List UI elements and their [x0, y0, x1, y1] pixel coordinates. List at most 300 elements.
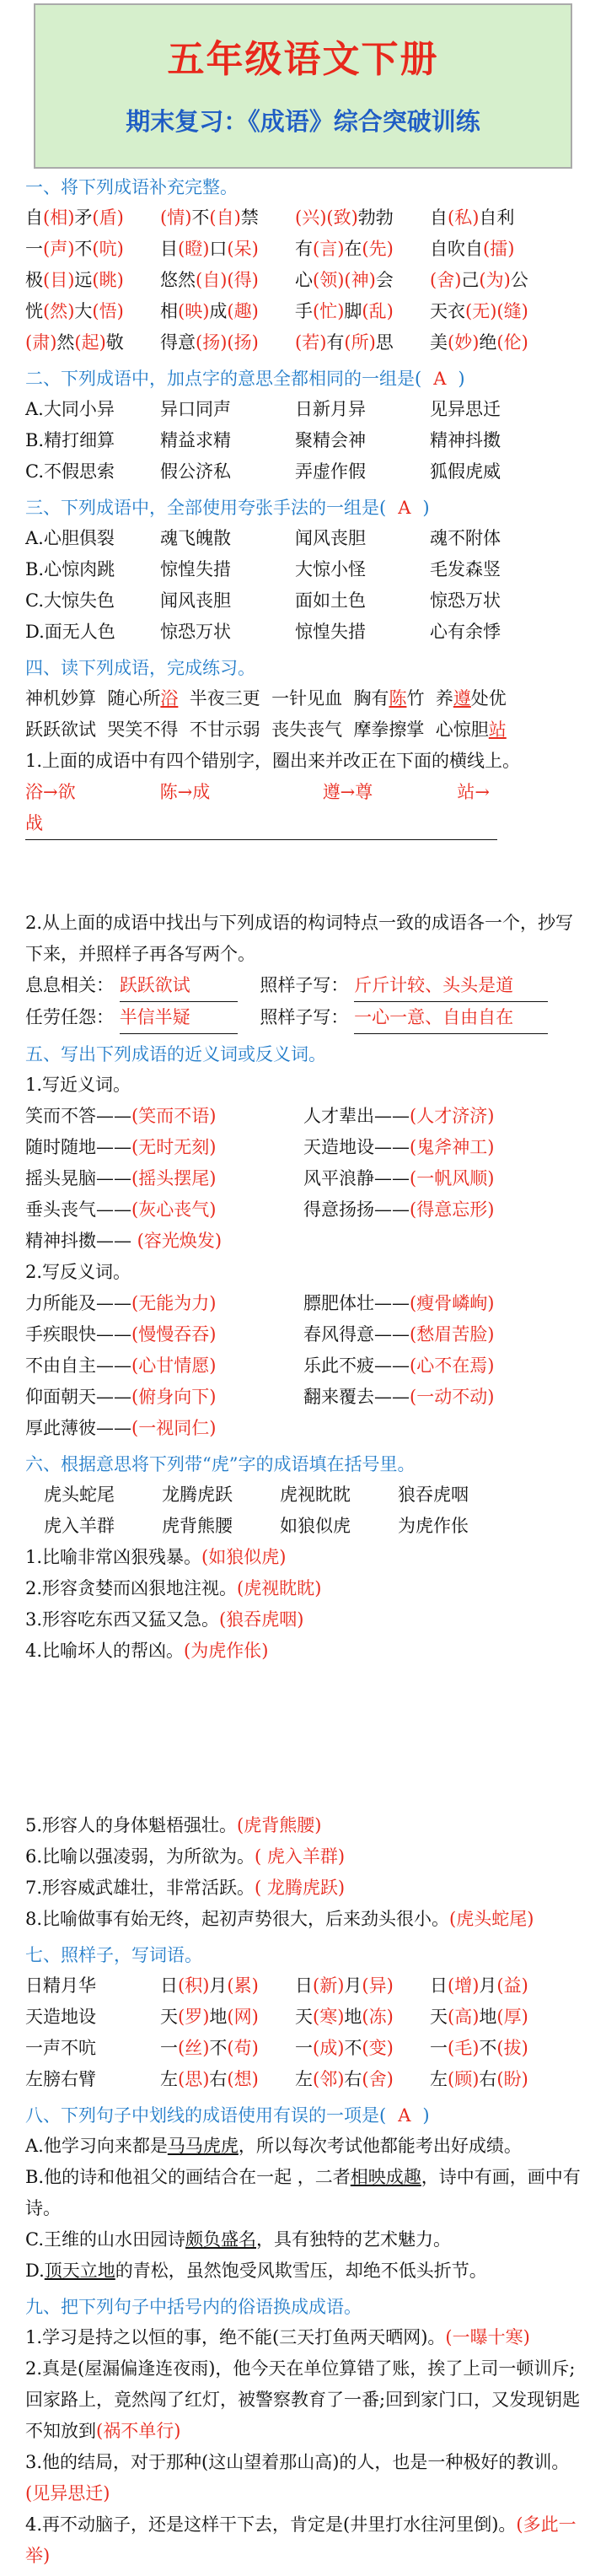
text: B.他的诗和他祖父的画结合在一起 ，二者 [25, 2167, 351, 2187]
answer: (虎背熊腰) [237, 1815, 322, 1835]
question [25, 1810, 581, 1841]
grid-cell [295, 2002, 430, 2033]
filled-answer: (舍) [362, 2069, 394, 2089]
text: 日 [430, 1975, 448, 1996]
grid-row [25, 1479, 581, 1511]
section-7-title: 七、照样子，写词语。 [25, 1945, 202, 1965]
filled-answer: (缝) [496, 301, 528, 321]
grid-row [25, 265, 581, 296]
grid-cell: 大惊小怪 [295, 559, 366, 579]
filled-answer: (私) [448, 207, 480, 228]
section-8-close: ) [422, 2105, 430, 2126]
text: 1.比喻非常凶狠残暴。 [25, 1547, 202, 1567]
word-pair [303, 1350, 582, 1382]
section-4-pair-2 [25, 1002, 581, 1034]
text: 自吹自 [430, 239, 483, 259]
section-8-answer: A [398, 2105, 411, 2126]
grid-cell: 如狼似虎 [280, 1516, 351, 1536]
grid-cell: C.不假思索 [25, 461, 115, 482]
text: 一 [295, 2038, 313, 2058]
answer: ( 虎入羊群) [255, 1846, 346, 1867]
text: 己 [461, 270, 480, 290]
text: 右 [344, 2069, 362, 2089]
idiom: 胸有 [353, 688, 389, 709]
grid-cell: 闻风丧胆 [295, 528, 366, 548]
grid-cell: 魂不附体 [430, 528, 501, 548]
text: 2.形容贪婪而凶狠地注视。 [25, 1578, 238, 1598]
filled-answer: (累) [227, 1975, 259, 1996]
text: 矛 [74, 207, 93, 228]
word-pair [25, 1101, 303, 1132]
section-4-a1 [25, 777, 497, 840]
correction: 遵→尊 [322, 782, 373, 802]
filled-answer: (先) [362, 239, 394, 259]
answer: (祸不单行) [96, 2421, 181, 2441]
idiom: 竹 [406, 688, 425, 709]
tiger-questions-a [25, 1542, 581, 1667]
filled-answer: (乱) [362, 301, 394, 321]
filled-answer: (得) [227, 270, 259, 290]
section-5-sub-2: 2.写反义词。 [25, 1262, 131, 1282]
filled-answer: (扬) [227, 332, 259, 353]
answer: (无时无刻) [131, 1137, 217, 1157]
question [25, 1573, 581, 1604]
text: 5.形容人的身体魁梧强壮。 [25, 1815, 238, 1835]
text: 月 [209, 1975, 228, 1996]
word-pair [25, 1382, 303, 1413]
grid-cell: 心有余悸 [430, 622, 501, 642]
text: 自利 [479, 207, 515, 228]
grid-cell: 虎视眈眈 [280, 1485, 351, 1505]
filled-answer: (言) [313, 239, 345, 259]
grid-cell: 惊恐万状 [430, 590, 501, 611]
grid-row [25, 234, 581, 265]
grid-cell [160, 2002, 295, 2033]
filled-answer: (新) [313, 1975, 345, 1996]
grid-cell [295, 296, 430, 327]
filled-answer: (神) [344, 270, 376, 290]
answer: (人才济济) [410, 1106, 495, 1126]
proverb-q1 [25, 2322, 581, 2353]
filled-answer: (异) [362, 1975, 394, 1996]
grid-cell [295, 327, 430, 358]
text: 4.再不动脑子，还是这样干下去，肯定是(井里打水往河里倒)。 [25, 2514, 517, 2535]
grid-cell: 虎头蛇尾 [44, 1485, 115, 1505]
grid-cell [430, 2033, 565, 2064]
word-pair [25, 1288, 303, 1319]
text: 然 [56, 332, 75, 353]
answer: (容光焕发) [131, 1231, 223, 1251]
filled-answer: (自) [209, 207, 241, 228]
text: 思 [375, 332, 394, 353]
section-2-question: 二、下列成语中，加点字的意思全都相同的一组是( [25, 369, 422, 389]
section-5-sub-1: 1.写近义词。 [25, 1075, 131, 1095]
filled-answer: (罗) [178, 2007, 210, 2027]
grid-row [25, 202, 581, 234]
text: 相 [160, 301, 178, 321]
answer: (笑而不语) [131, 1106, 217, 1126]
text: 7.形容威武雄壮，非常活跃。 [25, 1878, 255, 1898]
answer: (愁眉苦脸) [410, 1324, 495, 1345]
idiom: 摇头晃脑—— [25, 1168, 131, 1188]
answer: (俯身向下) [131, 1387, 217, 1407]
word-pair [303, 1382, 582, 1413]
filled-answer: (无) [465, 301, 497, 321]
answer: (心不在焉) [410, 1355, 495, 1376]
idiom: 乐此不疲—— [303, 1355, 410, 1376]
grid-cell: 虎背熊腰 [162, 1516, 233, 1536]
grid-cell: 毛发森竖 [430, 559, 501, 579]
section-1-grid [25, 202, 581, 358]
grid-cell [25, 1970, 160, 2002]
grid-cell [160, 2064, 295, 2095]
answer: (狼吞虎咽) [219, 1609, 304, 1630]
idiom: 处优 [470, 688, 507, 709]
grid-cell: 闻风丧胆 [160, 590, 231, 611]
pattern-grid [25, 1970, 581, 2095]
filled-answer: (趣) [227, 301, 259, 321]
question [25, 1636, 581, 1667]
filled-answer: (情) [160, 207, 192, 228]
grid-cell [295, 202, 430, 234]
filled-answer: (然) [43, 301, 75, 321]
answer: (摇头摆尾) [131, 1168, 217, 1188]
text: 成 [209, 301, 228, 321]
proverb-q2 [25, 2353, 581, 2447]
idiom: 风平浪静—— [303, 1168, 410, 1188]
grid-cell: 龙腾虎跃 [162, 1485, 233, 1505]
word-pair-row [25, 1132, 581, 1163]
text: 4.比喻坏人的帮凶。 [25, 1641, 185, 1661]
text: 左 [430, 2069, 448, 2089]
word-pair-row [25, 1194, 581, 1226]
option-a [25, 2131, 581, 2162]
grid-cell [25, 2064, 160, 2095]
text: 手 [295, 301, 313, 321]
word-pair-row [25, 1319, 581, 1350]
grid-cell: 惊惶失措 [295, 622, 366, 642]
idiom: 垂头丧气—— [25, 1199, 131, 1220]
grid-cell: B.心惊肉跳 [25, 559, 115, 579]
answer: (为虎作伥) [184, 1641, 269, 1661]
filled-answer: (悟) [92, 301, 124, 321]
grid-row [25, 425, 581, 456]
filled-answer: (伦) [496, 332, 528, 353]
answer-field: 一心一意、自由自在 [354, 1002, 548, 1034]
filled-answer: (为) [479, 270, 511, 290]
grid-cell [295, 1970, 430, 2002]
word-pair [303, 1163, 582, 1194]
grid-cell: 惊惶失措 [160, 559, 231, 579]
text: 在 [344, 239, 362, 259]
text: 自 [430, 207, 448, 228]
text: 不 [344, 2038, 362, 2058]
text: ，具有独特的艺术魅力。 [256, 2229, 451, 2250]
grid-row [25, 617, 581, 648]
filled-answer: (成) [313, 2038, 345, 2058]
answer: (慢慢吞吞) [131, 1324, 217, 1345]
word-pair-row [25, 1101, 581, 1132]
answer: (一曝十寒) [445, 2327, 530, 2347]
idiom: 哭笑不得 [107, 719, 179, 740]
text: 日 [160, 1975, 178, 1996]
grid-cell [160, 327, 295, 358]
text: 左膀右臂 [25, 2069, 96, 2089]
grid-cell [160, 265, 295, 296]
filled-answer: (益) [496, 1975, 528, 1996]
text: 日 [295, 1975, 313, 1996]
text: 目 [160, 239, 178, 259]
grid-cell [430, 327, 565, 358]
text: 悠然 [160, 270, 196, 290]
grid-row [25, 585, 581, 617]
grid-cell [430, 265, 565, 296]
word-pair [25, 1163, 303, 1194]
text: 不 [479, 2038, 497, 2058]
grid-cell: 狼吞虎咽 [398, 1485, 469, 1505]
word-pair [303, 1132, 582, 1163]
grid-cell: 日新月异 [295, 399, 366, 419]
text: 自 [25, 207, 43, 228]
tiger-idiom-grid [25, 1479, 581, 1542]
question [25, 1604, 581, 1636]
text: ，所以每次考试他都能考出好成绩。 [238, 2136, 522, 2156]
filled-answer: (寒) [313, 2007, 345, 2027]
answer-field: 斤斤计较、头头是道 [354, 970, 548, 1002]
section-3-close: ) [422, 498, 430, 518]
grid-cell: 异口同声 [160, 399, 231, 419]
idiom: 随心所 [107, 688, 161, 709]
word-pair [25, 1194, 303, 1226]
idiom: 厚此薄彼—— [25, 1418, 131, 1438]
idiom: 跃跃欲试 [25, 719, 96, 740]
grid-row [25, 456, 581, 488]
text: 地 [344, 2007, 362, 2027]
text: 地 [209, 2007, 228, 2027]
text: 公 [510, 270, 528, 290]
filled-answer: (若) [295, 332, 327, 353]
underlined-idiom: 顶天立地 [44, 2261, 115, 2281]
text: 有 [326, 332, 345, 353]
word-pair [25, 1350, 303, 1382]
idiom: 神机妙算 [25, 688, 96, 709]
filled-answer: (扬) [196, 332, 228, 353]
filled-answer: (网) [227, 2007, 259, 2027]
grid-cell: 惊恐万状 [160, 622, 231, 642]
grid-cell: 聚精会神 [295, 430, 366, 450]
filled-answer: (顾) [448, 2069, 480, 2089]
grid-row [25, 394, 581, 425]
answer: (虎视眈眈) [237, 1578, 322, 1598]
grid-cell: 魂飞魄散 [160, 528, 231, 548]
correction: 浴→欲 [25, 782, 76, 802]
option-c [25, 2224, 581, 2255]
text: 天造地设 [25, 2007, 96, 2027]
section-3-title [25, 493, 581, 523]
section-4-q1: 1.上面的成语中有四个错别字，圈出来并改正在下面的横线上。 [25, 751, 521, 771]
filled-answer: (盾) [92, 207, 124, 228]
grid-cell [25, 234, 160, 265]
option-d [25, 2255, 581, 2287]
option-b [25, 2162, 581, 2224]
answer: (如狼似虎) [201, 1547, 287, 1567]
idiom: 膘肥体壮—— [303, 1293, 410, 1313]
filled-answer: (映) [178, 301, 210, 321]
word-pair [25, 1319, 303, 1350]
grid-cell [25, 327, 160, 358]
grid-cell [430, 2064, 565, 2095]
grid-cell [25, 265, 160, 296]
answer: (一视同仁) [131, 1418, 217, 1438]
grid-row [25, 327, 581, 358]
grid-row [25, 2002, 581, 2033]
typo-char: 浴 [160, 688, 179, 709]
filled-answer: (领) [313, 270, 345, 290]
filled-answer: (起) [74, 332, 106, 353]
filled-answer: (擂) [483, 239, 515, 259]
idiom: 养 [435, 688, 453, 709]
text: 8.比喻做事有始无终，起初声势很大，后来劲头很小。 [25, 1909, 450, 1929]
grid-cell [430, 202, 565, 234]
text: 左 [295, 2069, 313, 2089]
text: 脚 [344, 301, 362, 321]
text: 右 [479, 2069, 497, 2089]
text: 日精月华 [25, 1975, 96, 1996]
grid-row [25, 554, 581, 585]
grid-row [25, 523, 581, 554]
section-2-close: ) [458, 369, 465, 389]
filled-answer: (苟) [227, 2038, 259, 2058]
section-9-title: 九、把下列句子中括号内的俗语换成成语。 [25, 2297, 362, 2317]
idiom: 半夜三更 [189, 688, 260, 709]
idiom: 力所能及—— [25, 1293, 131, 1313]
text: 一 [430, 2038, 448, 2058]
filled-answer: (变) [362, 2038, 394, 2058]
grid-cell [295, 2064, 430, 2095]
answer-field: 半信半疑 [120, 1002, 238, 1034]
text: 有 [295, 239, 313, 259]
grid-cell: 狐假虎威 [430, 461, 501, 482]
grid-cell: 假公济私 [160, 461, 231, 482]
text: 不 [209, 2038, 228, 2058]
answer: (鬼斧神工) [410, 1137, 495, 1157]
word-pair-row [25, 1350, 581, 1382]
answer: (一动不动) [410, 1387, 495, 1407]
filled-answer: (舍) [430, 270, 462, 290]
text: 天衣 [430, 301, 465, 321]
word-pair-row [25, 1382, 581, 1413]
word-pair [303, 1288, 582, 1319]
grid-cell [160, 234, 295, 265]
section-4-row-1 [25, 683, 581, 714]
grid-cell: B.精打细算 [25, 430, 115, 450]
filled-answer: (冻) [362, 2007, 394, 2027]
answer: ( 龙腾虎跃) [255, 1878, 346, 1898]
text: 不 [74, 239, 93, 259]
filled-answer: (盼) [496, 2069, 528, 2089]
prompt-label: 任劳任怨： [25, 1007, 114, 1027]
grid-cell [430, 1970, 565, 2002]
page-subtitle: 期末复习：《成语》综合突破训练 [126, 107, 480, 136]
grid-cell [295, 2033, 430, 2064]
idiom: 精神抖擞—— [25, 1231, 131, 1251]
text: 地 [479, 2007, 497, 2027]
filled-answer: (肃) [25, 332, 57, 353]
filled-answer: (思) [178, 2069, 210, 2089]
answer: (见异思迁) [25, 2483, 110, 2503]
text: 的青松，虽然饱受风欺雪压，却绝不低头折节。 [115, 2261, 487, 2281]
section-5-title: 五、写出下列成语的近义词或反义词。 [25, 1044, 326, 1064]
filled-answer: (厚) [496, 2007, 528, 2027]
tiger-questions-b [25, 1810, 581, 1935]
text: C.王维的山水田园诗 [25, 2229, 185, 2250]
idiom: 摩拳擦掌 [353, 719, 425, 740]
text: 会 [375, 270, 394, 290]
idiom: 人才辈出—— [303, 1106, 410, 1126]
grid-cell [430, 296, 565, 327]
answer: (一帆风顺) [410, 1168, 495, 1188]
grid-cell: A.大同小异 [25, 399, 115, 419]
filled-answer: (致) [326, 207, 358, 228]
typo-char: 遵 [453, 688, 471, 709]
idiom: 一针见血 [271, 688, 343, 709]
text: 远 [74, 270, 93, 290]
typo-char: 站 [488, 719, 507, 740]
text: A.他学习向来都是 [25, 2136, 168, 2156]
question [25, 1904, 581, 1935]
section-1-title: 一、将下列成语补充完整。 [25, 177, 238, 197]
grid-cell: C.大惊失色 [25, 590, 115, 611]
idiom: 随时随地—— [25, 1137, 131, 1157]
word-pair [303, 1101, 582, 1132]
section-2-grid [25, 394, 581, 488]
section-3-answer: A [398, 498, 411, 518]
answer: (瘦骨嶙峋) [410, 1293, 495, 1313]
antonym-last [25, 1413, 581, 1444]
answer: (心甘情愿) [131, 1355, 217, 1376]
section-8-question: 八、下列句子中划线的成语使用有误的一项是( [25, 2105, 387, 2126]
text: 1.学习是持之以恒的事，绝不能(三天打鱼两天晒网)。 [25, 2327, 446, 2347]
grid-cell [430, 234, 565, 265]
word-pair [25, 1132, 303, 1163]
word-pair [303, 1319, 582, 1350]
grid-cell [295, 265, 430, 296]
proverb-q3 [25, 2447, 581, 2509]
filled-answer: (呆) [227, 239, 259, 259]
answer: (无能为力) [131, 1293, 217, 1313]
text: 口 [209, 239, 228, 259]
filled-answer: (兴) [295, 207, 327, 228]
grid-cell: 为虎作伥 [398, 1516, 469, 1536]
idiom: 仰面朝天—— [25, 1387, 131, 1407]
filled-answer: (想) [227, 2069, 259, 2089]
filled-answer: (自) [196, 270, 228, 290]
prompt-label: 息息相关： [25, 975, 114, 995]
correction: 陈→成 [159, 782, 211, 802]
header-banner [34, 3, 572, 169]
text: 禁 [240, 207, 259, 228]
filled-answer: (所) [344, 332, 376, 353]
question [25, 1542, 581, 1573]
grid-cell [430, 2002, 565, 2033]
question [25, 1841, 581, 1873]
text: D. [25, 2261, 45, 2281]
filled-answer: (妙) [448, 332, 480, 353]
text: 敬 [105, 332, 124, 353]
underlined-idiom: 颇负盛名 [185, 2229, 256, 2250]
section-3-grid [25, 523, 581, 648]
idiom: 不甘示弱 [189, 719, 260, 740]
